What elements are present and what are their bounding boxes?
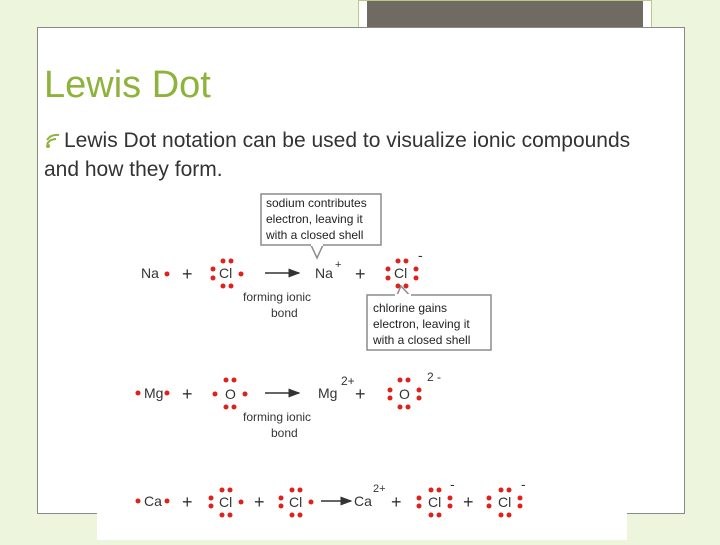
electron-dot: [136, 391, 141, 396]
plus-sign: +: [391, 492, 402, 512]
plus-sign: +: [463, 492, 474, 512]
o-ion-symbol: O: [399, 386, 410, 402]
ca-ion-symbol: Ca: [354, 493, 372, 509]
na-ion-charge: +: [335, 259, 342, 271]
callout-chlorine: [367, 286, 491, 350]
cl-symbol: Cl: [219, 494, 233, 510]
electron-dot: [165, 391, 170, 396]
callout-sodium-line-3: with a closed shell: [266, 228, 364, 242]
slide-title: Lewis Dot: [44, 64, 211, 106]
mg-ion-symbol: Mg: [318, 385, 338, 401]
cl-ion-symbol: Cl: [394, 265, 408, 281]
forming-ionic-bond-label-line-1: forming ionic: [243, 290, 312, 304]
plus-sign: +: [182, 492, 193, 512]
lewis-dot-diagram: [97, 188, 627, 540]
cl-ion-charge: -: [418, 247, 423, 263]
bullet-point: [44, 126, 716, 184]
cl-ion-symbol: Cl: [498, 494, 512, 510]
callout-chlorine-line-2: electron, leaving it: [373, 317, 470, 331]
electron-dot: [165, 499, 170, 504]
mg-ion-charge: 2+: [341, 374, 355, 388]
o-symbol: O: [225, 386, 236, 402]
plus-sign: +: [254, 492, 265, 512]
plus-sign: +: [182, 384, 193, 404]
cl-ion-symbol: Cl: [428, 494, 442, 510]
callout-sodium-line-1: sodium contributes: [266, 196, 367, 210]
callout-sodium: [261, 194, 381, 258]
o-ion-charge: 2 -: [427, 370, 442, 384]
mg-symbol: Mg: [144, 385, 164, 401]
electron-dot: [165, 272, 170, 277]
cl-ion-charge: -: [521, 476, 526, 492]
plus-sign: +: [355, 264, 366, 284]
bullet-text-line-1: Lewis Dot notation can be used to visualize ionic compounds: [64, 129, 631, 152]
ca-ion-charge: 2+: [373, 483, 386, 495]
wifi-swirl-icon: [44, 130, 62, 150]
electron-dot: [136, 499, 141, 504]
forming-ionic-bond-label-line-1: forming ionic: [243, 410, 312, 424]
bullet-text-line-2: and how they form.: [44, 158, 223, 181]
callout-chlorine-line-1: chlorine gains: [373, 301, 448, 315]
callout-chlorine-line-3: with a closed shell: [373, 333, 471, 347]
plus-sign: +: [182, 264, 193, 284]
callout-sodium-line-2: electron, leaving it: [266, 212, 363, 226]
na-symbol: Na: [141, 265, 159, 281]
plus-sign: +: [355, 384, 366, 404]
forming-ionic-bond-label-line-2: bond: [271, 306, 298, 320]
forming-ionic-bond-label-line-2: bond: [271, 426, 298, 440]
cl-symbol: Cl: [219, 265, 233, 281]
cl-symbol: Cl: [289, 494, 303, 510]
ca-symbol: Ca: [144, 493, 162, 509]
cl-ion-charge: -: [450, 476, 455, 492]
na-ion-symbol: Na: [315, 265, 333, 281]
lewis-dot-figure: [97, 188, 627, 540]
reaction-row-2: [136, 370, 442, 440]
reaction-row-3: [136, 476, 527, 518]
